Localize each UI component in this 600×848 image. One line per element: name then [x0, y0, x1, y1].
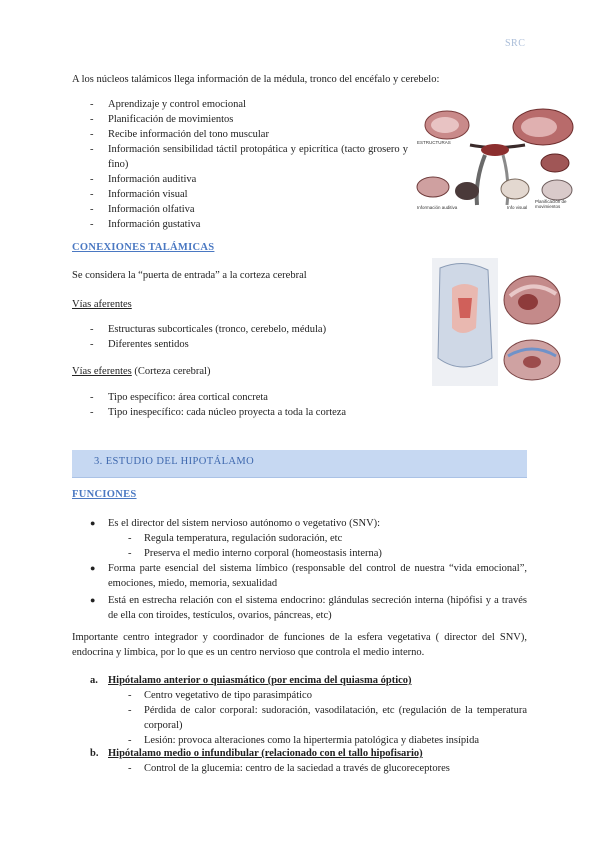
list-item: - Información gustativa	[90, 219, 201, 230]
list-item: - Preserva el medio interno corporal (homeostasis interna)	[128, 548, 382, 559]
aferentes-label: Vías aferentes	[72, 299, 132, 310]
thalamic-connections-figure	[432, 258, 562, 386]
funciones-list	[90, 516, 527, 623]
list-item: - Información visual	[90, 189, 188, 200]
eferentes-label: Vías eferentes	[72, 366, 132, 377]
conexiones-title: CONEXIONES TALÁMICAS	[72, 242, 215, 253]
conexiones-lead: Se considera la “puerta de entrada” a la corteza cerebral	[72, 270, 307, 281]
hipotalamo-b-title: Hipótalamo medio o infundibular (relacionado con el tallo hipofisario)	[108, 748, 423, 759]
figure-label: Info visual	[507, 205, 528, 210]
figure-label: Planificación de movimientos	[535, 199, 567, 209]
aferentes-list	[90, 322, 326, 352]
brain-section-illustration	[432, 258, 562, 386]
hipotalamo-a-title: Hipótalamo anterior o quiasmático (por encima del quiasma óptico)	[108, 675, 412, 686]
marker-b: b.	[90, 748, 99, 759]
list-item: ● Está en estrecha relación con el sistema endocrino: glándulas secreción interna (hipófisi y a través de ella con tiroides, testículos, ovarios, páncreas, etc)	[90, 595, 527, 621]
list-item: - Tipo inespecífico: cada núcleo proyecta a toda la corteza	[90, 407, 347, 418]
eferentes-list	[90, 390, 346, 420]
list-item: - Información auditiva	[90, 174, 197, 185]
list-item: - Planificación de movimientos	[90, 114, 234, 125]
list-item: - Recibe información del tono muscular	[90, 129, 269, 140]
important-paragraph: Importante centro integrador y coordinador de funciones de la esfera vegetativa ( director del SNV), endocrina y límbica, por lo que es un centro nervioso que controla el medio interno.	[72, 632, 527, 658]
intro-list	[90, 97, 410, 232]
figure-label: ESTRUCTURAS	[417, 140, 451, 145]
list-item: - Tipo específico: área cortical concreta	[90, 392, 268, 403]
section-3-band	[72, 450, 527, 478]
hipotalamo-a-list	[108, 688, 527, 748]
marker-a: a.	[90, 675, 98, 686]
list-item: - Regula temperatura, regulación sudoración, etc	[128, 533, 343, 544]
intro-text: A los núcleos talámicos llega información de la médula, tronco del encéfalo y cerebelo:	[72, 74, 440, 85]
header-code: SRC	[505, 38, 526, 49]
thalamic-pathways-figure	[415, 105, 578, 215]
list-item: - Pérdida de calor corporal: sudoración, vasodilatación, etc (regulación de la temperatura corporal)	[128, 705, 527, 731]
list-item: ● Forma parte esencial del sistema límbico (responsable del control de nuestra “vida emocional”, emociones, miedo, memoria, sexualidad	[90, 563, 527, 589]
list-item: - Información olfativa	[90, 204, 195, 215]
eferentes-suffix: (Corteza cerebral)	[131, 366, 211, 377]
list-item: - Lesión: provoca alteraciones como la hipertermia patológica y diabetes insípida	[128, 735, 480, 746]
list-item: ● Es el director del sistem nervioso autónomo o vegetativo (SNV):	[90, 518, 381, 529]
list-item: - Centro vegetativo de tipo parasimpático	[128, 690, 312, 701]
list-item: - Diferentes sentidos	[90, 339, 189, 350]
list-item: - Información sensibilidad táctil protopática y epicrítica (tacto grosero y fino)	[90, 144, 408, 170]
funciones-title: FUNCIONES	[72, 489, 137, 500]
hipotalamo-b-list	[108, 761, 527, 776]
figure-label: Información auditiva	[417, 205, 458, 210]
list-item: - Estructuras subcorticales (tronco, cerebelo, médula)	[90, 324, 327, 335]
eferentes-heading	[72, 364, 210, 379]
list-item: - Control de la glucemia: centro de la saciedad a través de glucoreceptores	[128, 763, 450, 774]
list-item: - Aprendizaje y control emocional	[90, 99, 246, 110]
section-3-title: 3. ESTUDIO DEL HIPOTÁLAMO	[94, 456, 255, 467]
